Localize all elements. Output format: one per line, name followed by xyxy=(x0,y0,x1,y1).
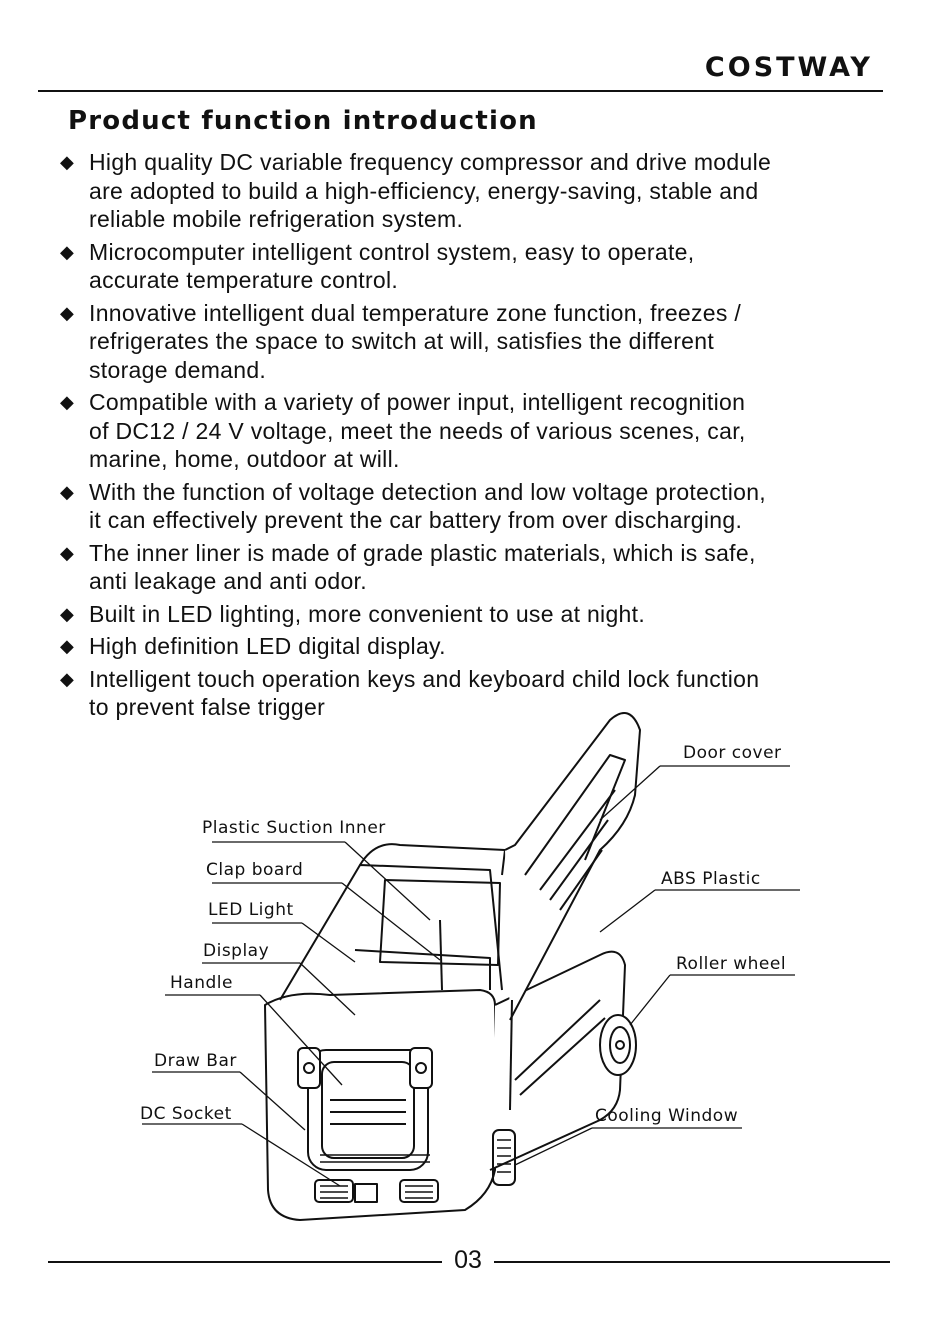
label-abs-plastic: ABS Plastic xyxy=(661,869,761,889)
label-plastic-suction-inner: Plastic Suction Inner xyxy=(202,818,386,838)
feature-text: High quality DC variable frequency compressor and drive module are adopted to build a high-efficiency, energy-saving, stable and reliable mobile refrigeration system. xyxy=(89,149,772,232)
feature-item xyxy=(60,299,900,385)
page-title: Product function introduction xyxy=(68,106,538,136)
diamond-bullet-icon: ◆ xyxy=(60,603,75,624)
feature-text: High definition LED digital display. xyxy=(89,633,446,659)
footer-divider-right xyxy=(494,1261,890,1263)
diamond-bullet-icon: ◆ xyxy=(60,636,75,656)
label-clap-board: Clap board xyxy=(206,860,304,880)
feature-item xyxy=(60,388,900,474)
diamond-bullet-icon: ◆ xyxy=(60,152,75,172)
feature-item xyxy=(60,632,900,661)
label-roller-wheel: Roller wheel xyxy=(676,954,787,974)
feature-text: Built in LED lighting, more convenient to use at night. xyxy=(89,600,646,627)
label-door-cover: Door cover xyxy=(683,743,782,763)
diamond-bullet-icon: ◆ xyxy=(60,241,75,262)
feature-text: The inner liner is made of grade plastic materials, which is safe, anti leakage and anti odor. xyxy=(89,539,756,594)
diamond-bullet-icon: ◆ xyxy=(60,302,75,323)
diamond-bullet-icon: ◆ xyxy=(60,392,75,412)
feature-text: With the function of voltage detection and low voltage protection, it can effectively prevent the car battery from over discharging. xyxy=(89,478,766,533)
feature-text: Compatible with a variety of power input, intelligent recognition of DC12 / 24 V voltage, meet the needs of various scenes, car, marine, home, outdoor at will. xyxy=(89,389,746,472)
feature-item xyxy=(60,600,900,629)
diamond-bullet-icon: ◆ xyxy=(60,668,75,689)
feature-text: Innovative intelligent dual temperature zone function, freezes / refrigerates the space to switch at will, satisfies the different storage demand. xyxy=(89,299,742,383)
diamond-bullet-icon: ◆ xyxy=(60,542,75,563)
feature-list xyxy=(60,148,900,726)
fridge-illustration xyxy=(265,713,640,1220)
brand-logo: COSTWAY xyxy=(704,52,873,83)
label-display: Display xyxy=(203,941,270,961)
feature-item xyxy=(60,148,900,234)
label-dc-socket: DC Socket xyxy=(140,1104,232,1124)
footer-divider-left xyxy=(48,1261,442,1263)
header-divider xyxy=(38,90,883,92)
feature-item xyxy=(60,478,900,535)
diamond-bullet-icon: ◆ xyxy=(60,481,75,502)
feature-text: Intelligent touch operation keys and keyboard child lock function to prevent false trigger xyxy=(89,665,760,720)
feature-item xyxy=(60,238,900,295)
label-handle: Handle xyxy=(170,973,233,993)
label-cooling-window: Cooling Window xyxy=(595,1106,739,1126)
fridge-diagram xyxy=(130,700,820,1240)
feature-item xyxy=(60,539,900,596)
label-led-light: LED Light xyxy=(208,900,294,920)
feature-text: Microcomputer intelligent control system, easy to operate, accurate temperature control. xyxy=(89,238,695,293)
page-number: 03 xyxy=(454,1246,482,1274)
label-draw-bar: Draw Bar xyxy=(154,1051,237,1071)
